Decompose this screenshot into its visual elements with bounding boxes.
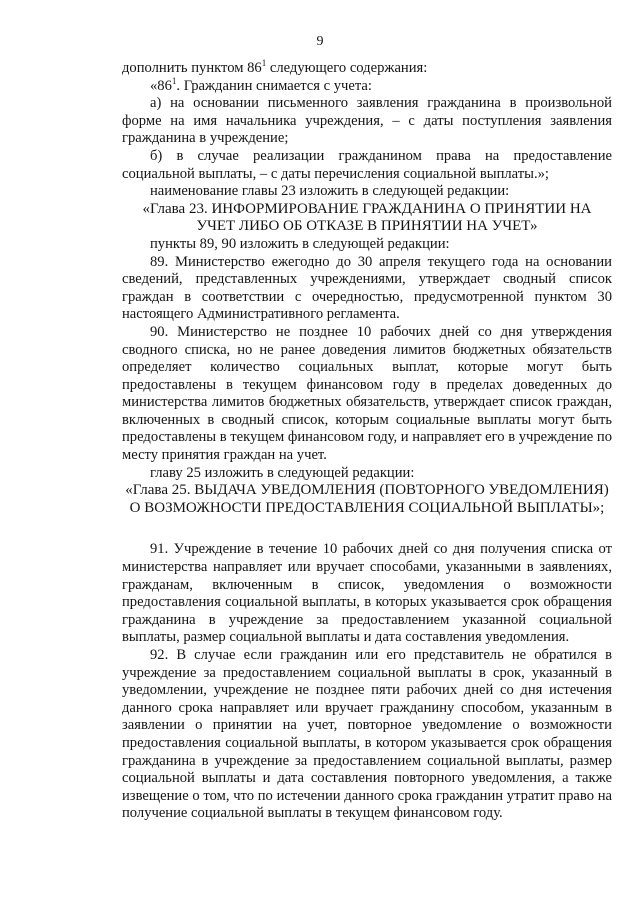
point-91: 91. Учреждение в течение 10 рабочих дней со дня получения списка от министерства направляет или вручает способами, указанными в заявлениях, гражданам, включенным в список, уведомления о возможности предоставления социальной выплаты, в которых указывается срок обращения гражданина в учреждение за предоставлением указанной социальной выплаты, размер социальной выплаты и дата составления уведомления. <box>122 541 612 646</box>
point-90: 90. Министерство не позднее 10 рабочих дней со дня утверждения сводного списка, но не ранее доведения лимитов бюджетных обязательств определяет количество социальных выплат, которые могут быть предоставлены в текущем финансовом году в пределах доведенных до министерства лимитов бюджетных обязательств, утверждает список граждан, включенных в сводный список, которым социальные выплаты могут быть предоставлены в текущем финансовом году, и направляет его в учреждение по месту принятия граждан на учет. <box>122 323 612 464</box>
chapter-25-instruction: главу 25 изложить в следующей редакции: <box>150 464 415 481</box>
chapter-25-title: «Глава 25. ВЫДАЧА УВЕДОМЛЕНИЯ (ПОВТОРНОГО УВЕДОМЛЕНИЯ) О ВОЗМОЖНОСТИ ПРЕДОСТАВЛЕНИЯ СОЦИАЛЬНОЙ ВЫПЛАТЫ»; <box>125 482 609 516</box>
subpoint-b: б) в случае реализации гражданином права на предоставление социальной выплаты, – с даты перечисления социальной выплаты.»; <box>122 147 612 182</box>
point-89: 89. Министерство ежегодно до 30 апреля текущего года на основании сведений, представленных учреждениями, утверждает сводный список граждан в соответствии с очередностью, предусмотренной пунктом 30 настоящего Административного регламента. <box>122 253 612 323</box>
subpoint-a: а) на основании письменного заявления гражданина в произвольной форме на имя начальника учреждения, – с даты поступления заявления гражданина в учреждение; <box>122 95 612 147</box>
points-instruction: пункты 89, 90 изложить в следующей редакции: <box>150 235 450 252</box>
spacer <box>122 517 612 541</box>
page-number: 9 <box>316 34 324 49</box>
chapter-23-instruction: наименование главы 23 изложить в следующей редакции: <box>150 183 510 200</box>
chapter-23-title: «Глава 23. ИНФОРМИРОВАНИЕ ГРАЖДАНИНА О ПРИНЯТИИ НА УЧЕТ ЛИБО ОБ ОТКАЗЕ В ПРИНЯТИИ НА УЧЕТ» <box>142 200 592 235</box>
point-86-1-heading: «$86^1$. Гражданин снимается с учета: <box>150 75 372 94</box>
add-point-instruction: дополнить пунктом $86^1$ следующего содержания: <box>122 58 428 76</box>
document-body <box>122 60 612 823</box>
point-92: 92. В случае если гражданин или его представитель не обратился в учреждение за предоставлением социальной выплаты в срок, указанный в уведомлении, учреждение не позднее пяти рабочих дней со дня истечения данного срока направляет или вручает гражданину способом, указанным в заявлении о принятии на учет, повторное уведомление о возможности предоставления социальной выплаты, в котором указывается срок обращения гражданина в учреждение за предоставлением социальной выплаты, размер социальной выплаты и дата составления повторного уведомления, а также извещение о том, что по истечении данного срока гражданин утратит право на получение социальной выплаты в текущем финансовом году. <box>122 647 612 822</box>
